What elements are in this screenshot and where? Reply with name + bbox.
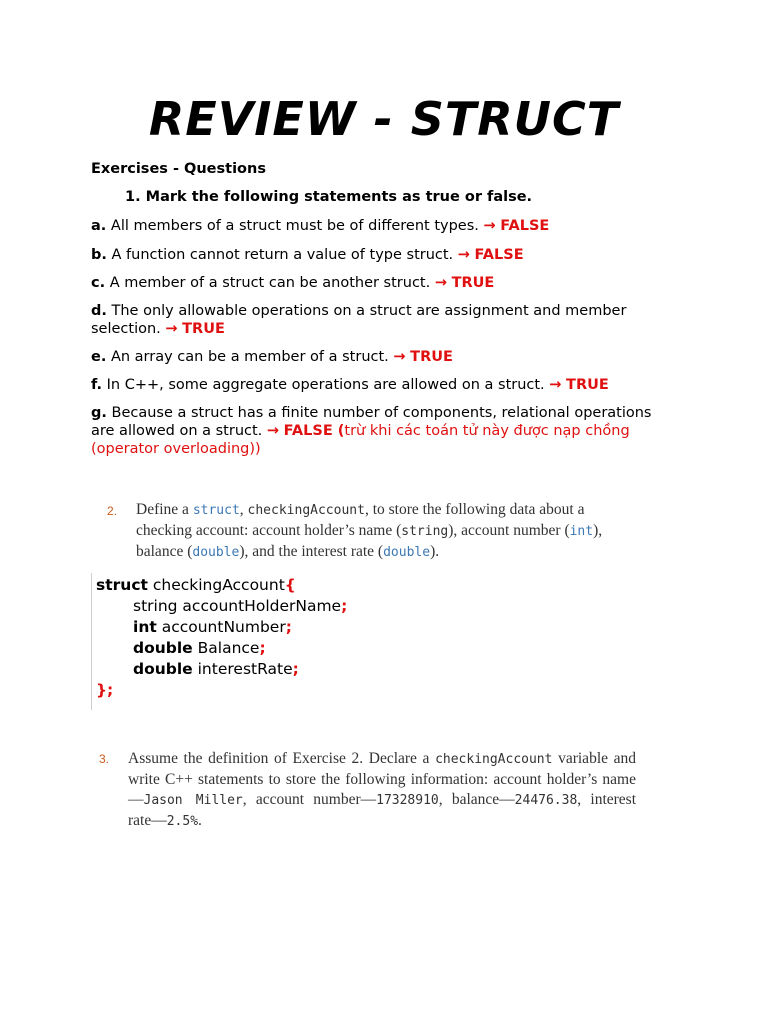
arrow-icon: → — [266, 423, 280, 439]
answer-label: TRUE — [451, 275, 495, 291]
answer-label: FALSE ( — [283, 423, 345, 439]
arrow-icon: → — [483, 218, 496, 234]
code-keyword: struct — [96, 576, 148, 594]
code-punctuation: ; — [285, 618, 292, 636]
question-1-heading: 1. Mark the following statements as true or false. — [125, 189, 533, 205]
statement-text: A function cannot return a value of type struct. — [111, 247, 454, 263]
answer-note: trừ khi các toán tử này được nạp chồng (operator overloading)) — [91, 423, 630, 457]
answer-label: TRUE — [182, 321, 225, 337]
code-line — [96, 638, 396, 659]
code-type: int — [133, 618, 157, 636]
text-run: variable and write C++ statements to store the following information: account holder’s name— — [128, 750, 636, 808]
statement-text: In C++, some aggregate operations are allowed on a struct. — [106, 377, 545, 393]
statement-text: Because a struct has a finite number of components, relational operations are allowed on a struct. — [91, 405, 652, 439]
arrow-icon: → — [393, 349, 406, 365]
answer-label: FALSE — [474, 247, 524, 263]
arrow-icon: → — [549, 377, 562, 393]
keyword: double — [383, 545, 431, 560]
text-run: . — [198, 812, 202, 829]
statement-letter: f. — [91, 377, 103, 393]
arrow-icon: → — [165, 321, 178, 337]
statement-c — [91, 274, 676, 292]
statement-text: All members of a struct must be of different types. — [110, 218, 479, 234]
keyword: double — [192, 545, 240, 560]
answer-label: TRUE — [410, 349, 453, 365]
text-run: , account number— — [242, 791, 377, 808]
keyword: struct — [192, 503, 240, 518]
text-run: , interest rate— — [128, 791, 637, 829]
code-punctuation: ; — [341, 597, 348, 615]
code-term: checkingAccount — [435, 752, 553, 767]
code-line — [96, 575, 396, 596]
statement-letter: e. — [91, 349, 107, 365]
statement-b — [91, 246, 676, 264]
statement-letter: c. — [91, 275, 106, 291]
code-punctuation: ; — [292, 660, 299, 678]
code-punctuation: { — [284, 576, 296, 594]
statement-d — [91, 302, 676, 338]
text-run: ), and the interest rate ( — [239, 543, 384, 560]
code-line — [96, 659, 396, 680]
code-term: Jason Miller — [143, 793, 243, 808]
statement-e — [91, 348, 676, 366]
code-type: double — [133, 639, 193, 657]
exercise-3-text — [128, 749, 636, 832]
text-run: , balance— — [438, 791, 515, 808]
answer-label: TRUE — [566, 377, 609, 393]
code-identifier: checkingAccount — [147, 576, 285, 594]
code-block — [91, 573, 396, 710]
code-term: string — [401, 524, 449, 539]
keyword: int — [569, 524, 594, 539]
code-term: 2.5% — [166, 814, 199, 829]
text-run: , to store the following data about a checking account: account holder’s name ( — [136, 501, 585, 539]
page-title: REVIEW - STRUCT — [148, 92, 620, 146]
statement-letter: b. — [91, 247, 107, 263]
code-identifier: accountHolderName — [177, 597, 342, 615]
statement-text: An array can be a member of a struct. — [110, 349, 389, 365]
statement-letter: g. — [91, 405, 107, 421]
exercise-2-number: 2. — [107, 504, 118, 518]
code-line — [96, 596, 396, 617]
code-identifier: interestRate — [192, 660, 293, 678]
statement-letter: a. — [91, 218, 107, 234]
exercise-2-text — [136, 500, 636, 563]
code-line — [96, 680, 396, 701]
code-line — [96, 617, 396, 638]
code-punctuation: }; — [96, 681, 114, 699]
code-punctuation: ; — [259, 639, 266, 657]
answer-label: FALSE — [500, 218, 550, 234]
text-run: ), account number ( — [448, 522, 570, 539]
statement-text: A member of a struct can be another struct. — [109, 275, 431, 291]
statement-g — [91, 404, 676, 458]
statement-a — [91, 217, 676, 235]
code-type: double — [133, 660, 193, 678]
code-identifier: Balance — [192, 639, 260, 657]
exercise-3-number: 3. — [99, 752, 110, 766]
section-label: Exercises - Questions — [91, 161, 266, 177]
text-run: , — [239, 501, 248, 518]
statement-letter: d. — [91, 303, 107, 319]
statement-f — [91, 376, 676, 394]
code-term: 17328910 — [376, 793, 439, 808]
text-run: ). — [430, 543, 440, 560]
code-term: 24476.38 — [514, 793, 578, 808]
text-run: Define a — [136, 501, 193, 518]
text-run: ), balance ( — [136, 522, 603, 560]
arrow-icon: → — [457, 247, 470, 263]
text-run: Assume the definition of Exercise 2. Declare a — [128, 750, 436, 767]
code-type: string — [133, 597, 178, 615]
code-identifier: accountNumber — [156, 618, 286, 636]
arrow-icon: → — [434, 275, 447, 291]
statement-text: The only allowable operations on a struct are assignment and member selection. — [91, 303, 627, 337]
code-term: checkingAccount — [247, 503, 365, 518]
